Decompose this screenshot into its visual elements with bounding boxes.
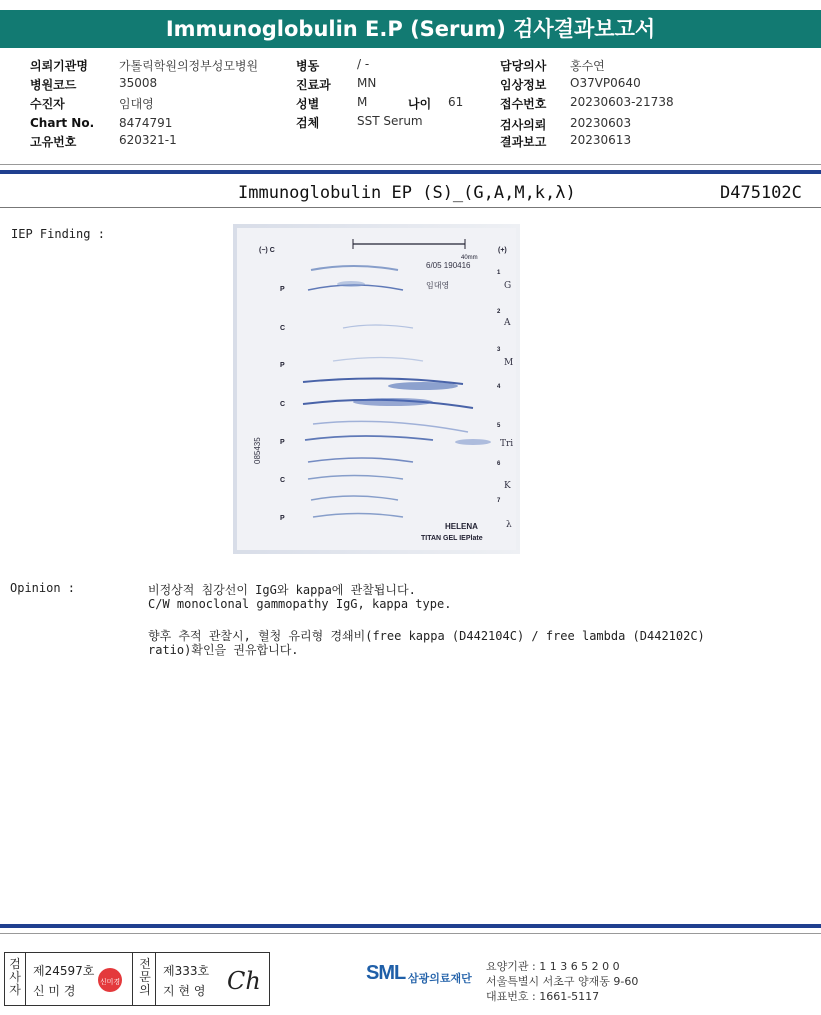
org-address — [486, 959, 638, 1004]
lane-letter: K — [504, 481, 511, 491]
lane-number: 3 — [497, 347, 501, 353]
info-label: Chart No. — [30, 116, 95, 130]
lane-mark: C — [280, 401, 286, 408]
opinion-line: 비정상적 침강선이 IgG와 kappa에 관찰됩니다. — [148, 583, 416, 597]
test-title: Immunoglobulin EP (S)_(G,A,M,k,λ) — [238, 183, 576, 203]
info-label: 의뢰기관명 — [30, 59, 88, 73]
lane-mark: (−) C — [259, 247, 275, 254]
lane-mark: C — [280, 477, 286, 484]
gel-surface — [237, 228, 516, 550]
address-line: 서울특별시 서초구 양재동 9-60 — [486, 975, 639, 988]
precipitin-spot — [353, 398, 433, 406]
divider — [0, 933, 821, 934]
patient-info — [0, 55, 821, 155]
report-title: Immunoglobulin E.P (Serum) 검사결과보고서 — [0, 10, 821, 48]
signature: Ch — [227, 967, 261, 995]
info-value: MN — [357, 76, 377, 90]
logo-text: 삼광의료재단 — [408, 972, 472, 985]
address-line: 대표번호 : 1661-5117 — [486, 990, 600, 1003]
seal-text: 신미경 — [99, 978, 121, 986]
lane-number: 5 — [497, 423, 501, 429]
precipitin-spot — [455, 439, 491, 445]
lane-number: 1 — [497, 270, 501, 276]
info-label: 수진자 — [30, 97, 65, 111]
box-divider — [132, 953, 133, 1005]
lane-mark: P — [280, 362, 285, 369]
gel-brand: HELENA — [445, 522, 478, 531]
info-value: 35008 — [119, 76, 158, 90]
signature-box — [4, 952, 270, 1006]
info-label: 진료과 — [296, 78, 331, 92]
lane-letter: Tri — [500, 439, 514, 449]
lane-number: 2 — [497, 309, 501, 315]
opinion-label: Opinion : — [10, 581, 76, 595]
lane-mark: C — [280, 325, 286, 332]
info-value: 8474791 — [119, 116, 173, 130]
info-value: 임대영 — [119, 97, 154, 111]
info-label: 검사의뢰 — [500, 118, 547, 132]
lane-number: 6 — [497, 461, 501, 467]
divider — [0, 170, 821, 174]
seal-stamp — [97, 967, 123, 993]
signer-name: 지 현 영 — [163, 984, 206, 998]
info-label: 나이 — [408, 97, 432, 111]
info-value: 가톨릭학원의정부성모병원 — [119, 59, 259, 73]
opinion-line: C/W monoclonal gammopathy IgG, kappa type. — [148, 597, 452, 611]
opinion-line: 향후 추적 관찰시, 혈청 유리형 경쇄비(free kappa (D442104C) / free lambda (D442102C) — [148, 629, 705, 643]
info-value: 620321-1 — [119, 133, 177, 147]
precipitin-spot — [388, 382, 458, 390]
lane-mark: P — [280, 439, 285, 446]
lane-letter: M — [504, 358, 514, 368]
divider — [0, 164, 821, 165]
iep-gel-image — [233, 224, 520, 554]
lane-number: 4 — [497, 384, 501, 390]
info-value: 20230603-21738 — [570, 95, 674, 109]
info-label: 임상정보 — [500, 78, 547, 92]
divider — [0, 924, 821, 928]
info-label: 고유번호 — [30, 135, 77, 149]
lane-letter: A — [504, 318, 511, 328]
role-label: 전문의 — [139, 957, 151, 997]
gel-name-mark: 임대영 — [426, 281, 450, 290]
info-label: 접수번호 — [500, 97, 547, 111]
signer-name: 신 미 경 — [33, 984, 76, 998]
info-value: SST Serum — [357, 114, 423, 128]
lane-letter: λ — [506, 520, 512, 530]
info-label: 결과보고 — [500, 135, 547, 149]
lane-mark: P — [280, 515, 285, 522]
info-label: 병원코드 — [30, 78, 77, 92]
info-value: O37VP0640 — [570, 76, 641, 90]
info-value: M — [357, 95, 368, 109]
lane-number: 7 — [497, 498, 501, 504]
info-label: 성별 — [296, 97, 320, 111]
role-label: 검사자 — [9, 957, 21, 997]
address-line: 요양기관 : 1 1 3 6 5 2 0 0 — [486, 960, 620, 973]
info-value: 61 — [448, 95, 464, 109]
info-value: 홍수연 — [570, 59, 605, 73]
info-value: 20230603 — [570, 116, 632, 130]
info-value: 20230613 — [570, 133, 632, 147]
scale-label: 40mm — [461, 255, 478, 261]
test-code: D475102C — [720, 183, 802, 203]
info-value: / - — [357, 57, 370, 71]
lane-letter: G — [504, 281, 512, 291]
license-number: 제333호 — [163, 964, 210, 978]
lane-number: (+) — [498, 247, 507, 254]
info-label: 검체 — [296, 116, 320, 130]
box-divider — [25, 953, 26, 1005]
finding-label: IEP Finding : — [11, 227, 105, 241]
info-label: 담당의사 — [500, 59, 547, 73]
opinion-line: ratio)확인을 권유합니다. — [148, 643, 299, 657]
sml-logo — [366, 962, 406, 996]
logo-mark: SML — [366, 962, 406, 984]
gel-brand-sub: TITAN GEL IEPlate — [421, 535, 483, 542]
info-label: 병동 — [296, 59, 320, 73]
precipitin-spot — [337, 281, 365, 287]
gel-handwriting: 6/05 190416 — [426, 261, 471, 270]
divider — [0, 207, 821, 208]
lane-mark: P — [280, 286, 285, 293]
box-divider — [155, 953, 156, 1005]
gel-side-code: 085435 — [253, 437, 262, 464]
license-number: 제24597호 — [33, 964, 95, 978]
